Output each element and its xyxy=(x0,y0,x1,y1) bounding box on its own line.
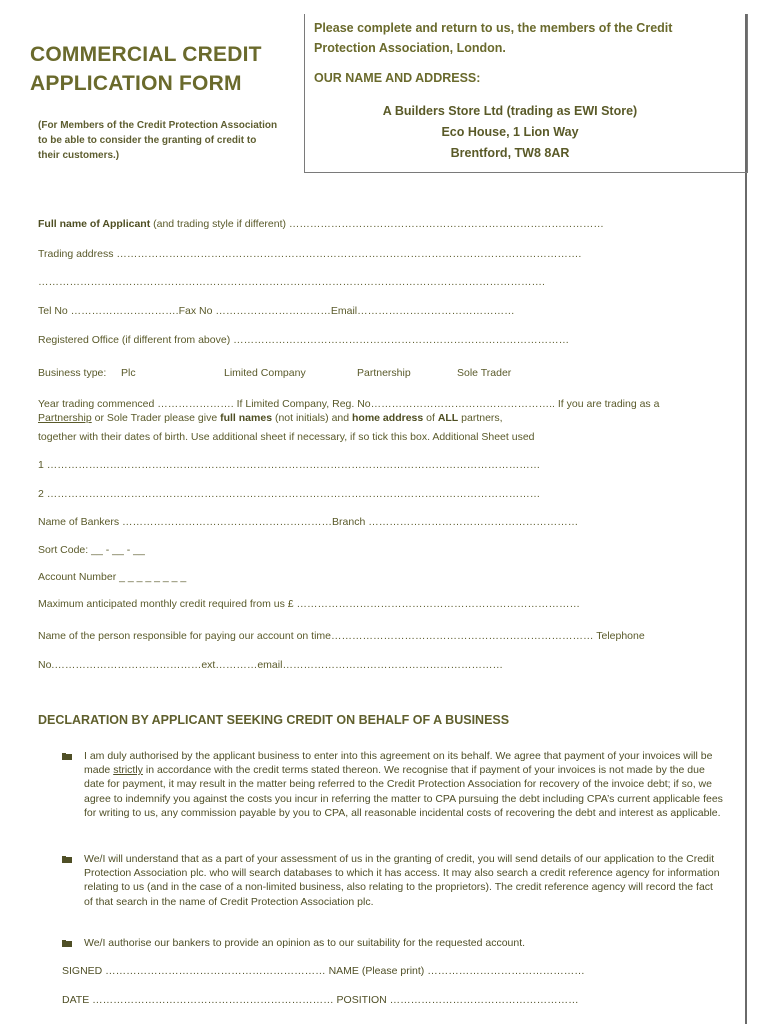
address-line-2: Eco House, 1 Lion Way xyxy=(441,125,579,139)
instr-home-address: home address xyxy=(352,412,424,424)
bankers-field[interactable]: Name of Bankers ……………………………………………………Branch …………………………………………………… xyxy=(38,516,579,528)
sort-code-field[interactable]: Sort Code: __ - __ - __ xyxy=(38,544,145,556)
year-commenced-field[interactable]: Year trading commenced …………………. If Limited Company, Reg. No…………………………………………….. If you are trading as a xyxy=(38,398,660,410)
signed-name-field[interactable]: SIGNED ……………………………………………………… NAME (Please print) ……………………………………… xyxy=(62,965,585,977)
partnership-word: Partnership xyxy=(38,412,92,424)
para1-part-a: I am duly authorised by the applicant business to enter into this agreement on its behalf. We agree that payment of your invoices will be made xyxy=(84,750,713,777)
declaration-paragraph-1 xyxy=(84,749,724,820)
business-type-limited-company[interactable]: Limited Company xyxy=(224,367,306,379)
account-number-field[interactable]: Account Number _ _ _ _ _ _ _ _ xyxy=(38,571,187,583)
business-type-plc[interactable]: Plc xyxy=(121,367,136,379)
folder-bullet-icon xyxy=(62,752,72,760)
tel-fax-email-field[interactable]: Tel No ………………………….Fax No ……………………………Email……………………………………… xyxy=(38,305,515,317)
partner-2-field[interactable]: 2 …………………………………………………………………………………………………………………………… xyxy=(38,488,541,500)
address-line-1: A Builders Store Ltd (trading as EWI Store) xyxy=(382,104,638,118)
applicant-name-field[interactable] xyxy=(38,218,604,230)
partners-instructions xyxy=(38,412,503,424)
declaration-paragraph-2: We/I will understand that as a part of your assessment of us in the granting of credit, you will send details of our application to the Credit Protection Association plc. who will search databases to which it has access. It may also search a credit reference agency for information relating to us (and in the case of a non-limited business, also relating to the proprietors). The credit reference agency will record the fact of that search in the name of Credit Protection Association plc. xyxy=(84,853,720,908)
responsible-person-field[interactable]: Name of the person responsible for paying our account on time………………………………………………………………… Telephone xyxy=(38,630,645,642)
applicant-name-rest: (and trading style if different) ……………………………………………………………………………… xyxy=(150,218,604,230)
partner-1-field[interactable]: 1 …………………………………………………………………………………………………………………………… xyxy=(38,459,541,471)
return-instructions: Please complete and return to us, the members of the Credit Protection Association, London. xyxy=(314,21,673,55)
folder-bullet-icon xyxy=(62,939,72,947)
instr-full-names: full names xyxy=(220,412,273,424)
phone-ext-email-field[interactable]: No.……………………………………ext…………email……………………………………………………… xyxy=(38,659,503,671)
address-line-3: Brentford, TW8 8AR xyxy=(450,146,570,160)
business-type-partnership[interactable]: Partnership xyxy=(357,367,411,379)
declaration-heading: DECLARATION BY APPLICANT SEEKING CREDIT ON BEHALF OF A BUSINESS xyxy=(38,713,510,727)
business-type-sole-trader[interactable]: Sole Trader xyxy=(457,367,512,379)
trading-address-field[interactable]: Trading address ……………………………………………………………………………………………………………………. xyxy=(38,248,582,260)
title-line-1: COMMERCIAL CREDIT xyxy=(30,43,262,66)
additional-sheet-line[interactable]: together with their dates of birth. Use additional sheet if necessary, if so tick this box. Additional Sheet used xyxy=(38,431,535,443)
business-type-label: Business type: xyxy=(38,367,107,379)
applicant-name-label: Full name of Applicant xyxy=(38,218,151,230)
declaration-paragraph-3: We/I authorise our bankers to provide an opinion as to our suitability for the requested account. xyxy=(84,937,526,949)
para1-part-b: in accordance with the credit terms stated thereon. We recognise that if payment of your invoices is not made by the due date for payment, it may result in the matter being referred to the Credit Protection Association for recovery of the invoice debt; if so, we agree to indemnify you against the costs you incur in referring the matter to CPA pursuing the debt including CPA’s current applicable fees for writing to us, any commission payable by you to CPA, all reasonable incidental costs of recovering the debt and interest as applicable. xyxy=(84,764,723,819)
name-address-label: OUR NAME AND ADDRESS: xyxy=(314,71,481,85)
form-subtitle: (For Members of the Credit Protection Association to be able to consider the granting of credit to their customers.) xyxy=(38,120,278,161)
registered-office-field[interactable]: Registered Office (if different from above) …………………………………………………………………………………… xyxy=(38,334,570,346)
title-line-2: APPLICATION FORM xyxy=(30,72,242,95)
instr-part-2: (not initials) and xyxy=(272,412,353,424)
instr-part-3: of xyxy=(423,412,438,424)
date-position-field[interactable]: DATE …………………………………………………………… POSITION ……………………………………………… xyxy=(62,994,579,1006)
trading-address-continuation[interactable]: ………………………………………………………………………………………………………………………………. xyxy=(38,276,545,288)
instr-all: ALL xyxy=(437,412,459,424)
para1-strictly: strictly xyxy=(113,764,143,777)
max-credit-field[interactable]: Maximum anticipated monthly credit required from us £ ……………………………………………………………………… xyxy=(38,598,581,610)
form-title xyxy=(30,40,262,98)
instr-part-4: partners, xyxy=(458,412,503,424)
folder-bullet-icon xyxy=(62,855,72,863)
instr-part-1: or Sole Trader please give xyxy=(91,412,221,424)
